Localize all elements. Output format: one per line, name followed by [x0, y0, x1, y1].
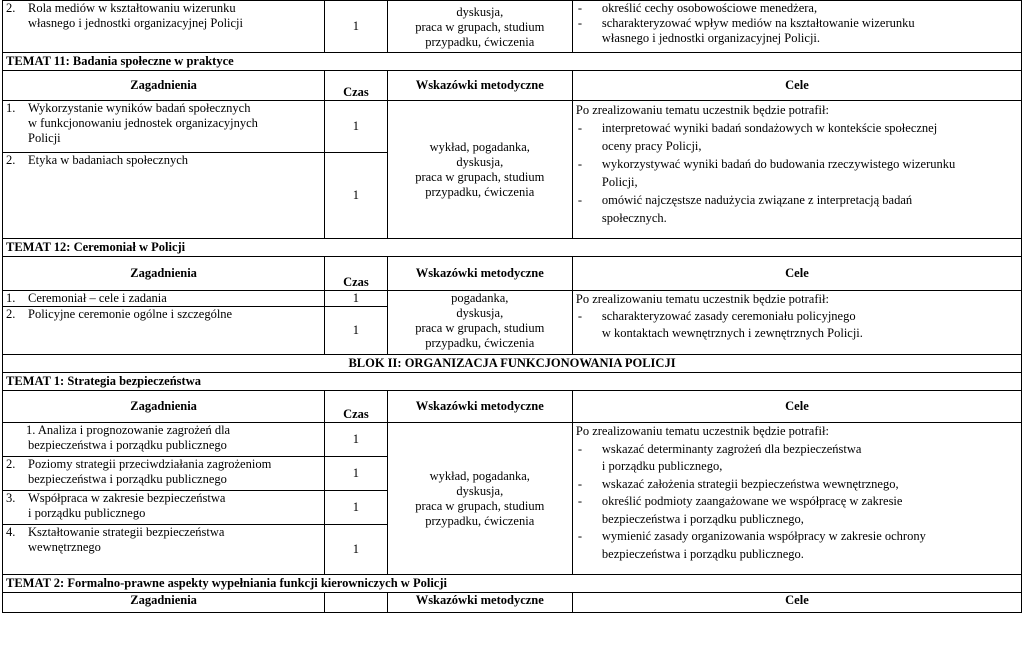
header-row	[3, 391, 1022, 423]
header-cele: Cele	[572, 71, 1021, 101]
table-row	[3, 101, 1022, 153]
time-cell: 1	[325, 1, 387, 53]
methods-cell: wykład, pogadanka, dyskusja, praca w grupach, studium przypadku, ćwiczenia	[387, 101, 572, 239]
topic-item-cell	[3, 1, 325, 53]
topic-item-cell: 2. Poziomy strategii przeciwdziałania zagrożeniom bezpieczeństwa i porządku publicznego	[3, 457, 325, 491]
time-cell: 1	[325, 457, 387, 491]
block-title: BLOK II: ORGANIZACJA FUNKCJONOWANIA POLICJI	[3, 355, 1022, 373]
topic-title-row	[3, 575, 1022, 593]
header-row	[3, 593, 1022, 613]
header-cele: Cele	[572, 391, 1021, 423]
header-czas: Czas	[325, 71, 387, 101]
item-text: własnego i jednostki organizacyjnej Policji	[28, 16, 244, 30]
topic-item-cell: 4. Kształtowanie strategii bezpieczeństwa wewnętrznego	[3, 525, 325, 575]
header-cele: Cele	[572, 257, 1021, 291]
header-zagadnienia: Zagadnienia	[3, 71, 325, 101]
header-wskazowki: Wskazówki metodyczne	[387, 593, 572, 613]
goals-cell: Po zrealizowaniu tematu uczestnik będzie potrafił: - scharakteryzować zasady ceremoniału policyjnego w kontaktach wewnętrznych i zewnętrznych Policji.	[572, 291, 1021, 355]
table-row	[3, 291, 1022, 307]
item-text: Rola mediów w kształtowaniu wizerunku	[28, 1, 236, 15]
time-cell: 1	[325, 525, 387, 575]
time-cell: 1	[325, 423, 387, 457]
topic-item-cell: 3. Współpraca w zakresie bezpieczeństwa i porządku publicznego	[3, 491, 325, 525]
topic-title-row	[3, 373, 1022, 391]
topic-title-row	[3, 239, 1022, 257]
header-wskazowki: Wskazówki metodyczne	[387, 391, 572, 423]
topic-item-cell: 2. Policyjne ceremonie ogólne i szczególne	[3, 307, 325, 355]
topic-item-cell: 1. Wykorzystanie wyników badań społecznych w funkcjonowaniu jednostek organizacyjnych Policji	[3, 101, 325, 153]
methods-cell: dyskusja, praca w grupach, studium przypadku, ćwiczenia	[387, 1, 572, 53]
table-row	[3, 423, 1022, 457]
topic-title: TEMAT 12: Ceremoniał w Policji	[3, 239, 1022, 257]
topic-title: TEMAT 1: Strategia bezpieczeństwa	[3, 373, 1022, 391]
header-row	[3, 71, 1022, 101]
topic-title-row	[3, 53, 1022, 71]
header-row	[3, 257, 1022, 291]
header-czas	[325, 593, 387, 613]
header-cele: Cele	[572, 593, 1021, 613]
topic-item-cell: 1. Ceremoniał – cele i zadania	[3, 291, 325, 307]
topic-item-cell: 2. Etyka w badaniach społecznych	[3, 153, 325, 239]
methods-cell: wykład, pogadanka, dyskusja, praca w grupach, studium przypadku, ćwiczenia	[387, 423, 572, 575]
header-zagadnienia: Zagadnienia	[3, 593, 325, 613]
time-cell: 1	[325, 491, 387, 525]
topic-title: TEMAT 11: Badania społeczne w praktyce	[3, 53, 1022, 71]
topic-item-cell: 1. Analiza i prognozowanie zagrożeń dla bezpieczeństwa i porządku publicznego	[3, 423, 325, 457]
block-title-row	[3, 355, 1022, 373]
topic-title: TEMAT 2: Formalno-prawne aspekty wypełniania funkcji kierowniczych w Policji	[3, 575, 1022, 593]
goals-cell: Po zrealizowaniu tematu uczestnik będzie potrafił: - interpretować wyniki badań sondażowych w kontekście społecznej oceny pracy Policji, - wykorzystywać wyniki badań do budowania rzeczywistego wizerunku Policji, - omówić najczęstsze nadużycia związane z interpretacją badań społecznych.	[572, 101, 1021, 239]
time-cell: 1	[325, 307, 387, 355]
time-cell: 1	[325, 291, 387, 307]
header-czas: Czas	[325, 257, 387, 291]
methods-cell: pogadanka, dyskusja, praca w grupach, studium przypadku, ćwiczenia	[387, 291, 572, 355]
time-cell: 1	[325, 153, 387, 239]
goals-cell: - określić cechy osobowościowe menedżera, - scharakteryzować wpływ mediów na kształtowanie wizerunku własnego i jednostki organizacyjnej Policji.	[572, 1, 1021, 53]
curriculum-table	[2, 0, 1022, 613]
header-wskazowki: Wskazówki metodyczne	[387, 71, 572, 101]
header-wskazowki: Wskazówki metodyczne	[387, 257, 572, 291]
item-number: 2.	[6, 1, 16, 15]
goals-cell: Po zrealizowaniu tematu uczestnik będzie potrafił: - wskazać determinanty zagrożeń dla bezpieczeństwa i porządku publicznego, - wskazać założenia strategii bezpieczeństwa wewnętrznego, - określić podmioty zaangażowane we współpracę w zakresie bezpieczeństwa i porządku publicznego, - wymienić zasady organizowania współpracy w zakresie ochrony bezpieczeństwa i porządku publicznego.	[572, 423, 1021, 575]
header-zagadnienia: Zagadnienia	[3, 257, 325, 291]
header-czas: Czas	[325, 391, 387, 423]
time-cell: 1	[325, 101, 387, 153]
header-zagadnienia: Zagadnienia	[3, 391, 325, 423]
table-row	[3, 1, 1022, 53]
